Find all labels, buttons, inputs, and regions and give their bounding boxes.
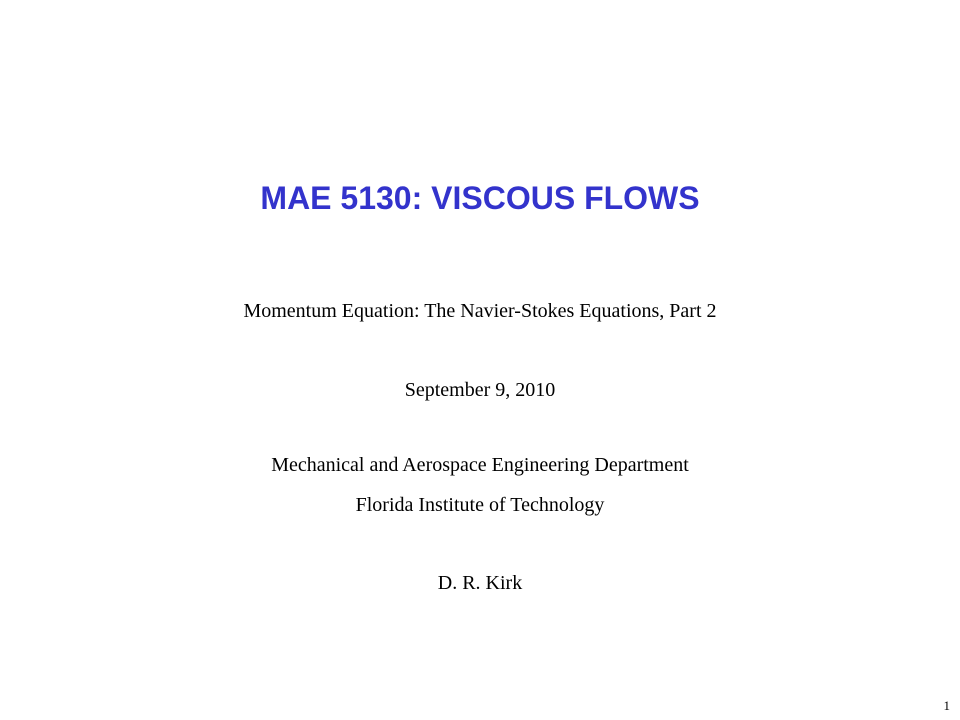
slide-title: MAE 5130: VISCOUS FLOWS (260, 180, 700, 216)
author-name: D. R. Kirk (437, 572, 523, 594)
department-name: Mechanical and Aerospace Engineering Department (271, 454, 689, 476)
slide-subtitle: Momentum Equation: The Navier-Stokes Equations, Part 2 (243, 300, 717, 322)
institution-name: Florida Institute of Technology (355, 494, 605, 516)
presentation-date: September 9, 2010 (404, 379, 556, 401)
page-number: 1 (943, 698, 950, 713)
